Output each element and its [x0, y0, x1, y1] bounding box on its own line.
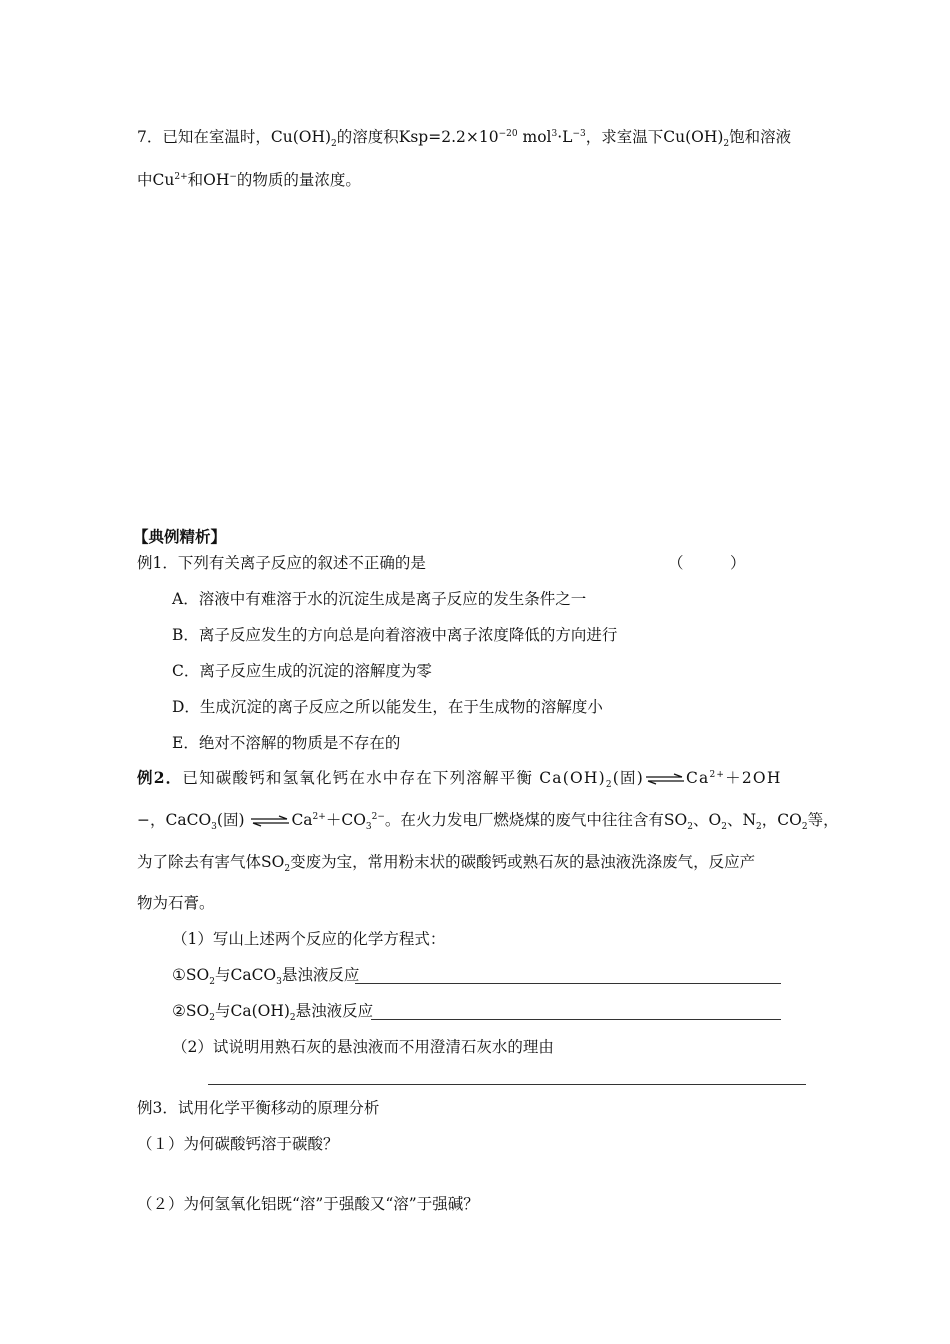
answer-paren: （ ） — [668, 554, 746, 572]
option-b: B．离子反应发生的方向总是向着溶液中离子浓度降低的方向进行 — [172, 626, 618, 644]
example-3-question-1: （１）为何碳酸钙溶于碳酸？ — [137, 1135, 339, 1153]
q7-text: 饱和溶液 — [729, 128, 792, 146]
equilibrium-arrow-icon — [644, 773, 686, 785]
superscript: 2+ — [174, 171, 188, 182]
example-2-part-1: （1）写山上述两个反应的化学方程式： — [172, 930, 446, 948]
ex2-text: ＋2OH — [725, 769, 782, 787]
subscript: 2 — [801, 822, 808, 833]
superscript: 3 — [551, 128, 558, 139]
reason-answer-line[interactable] — [208, 1084, 806, 1085]
ex2-text: 为了除去有害气体SO — [137, 853, 285, 871]
subscript: 2 — [687, 822, 693, 833]
ex2-text: 悬浊液反应 — [281, 966, 360, 984]
ex2-text: ②SO — [172, 1002, 210, 1020]
ex2-text: Ca — [291, 811, 313, 829]
ex2-text: 悬浊液反应 — [295, 1002, 374, 1020]
ex2-text: −，CaCO — [137, 811, 212, 829]
ex2-text: ，CO — [761, 811, 802, 829]
subscript: 2 — [209, 977, 215, 988]
superscript: − — [229, 171, 237, 182]
option-a: A．溶液中有难溶于水的沉淀生成是离子反应的发生条件之一 — [172, 590, 587, 608]
q7-text: 的物质的量浓度。 — [236, 171, 361, 189]
example-2-line-1 — [137, 768, 782, 791]
ex2-text: 与CaCO — [214, 966, 277, 984]
ex2-text: Ca — [685, 769, 710, 787]
subscript: 3 — [211, 822, 217, 833]
subscript: 2 — [284, 864, 291, 875]
section-title: 【典例精析】 — [133, 527, 227, 546]
q7-text: ，求室温下Cu(OH) — [585, 128, 724, 146]
subscript: 2 — [721, 822, 727, 833]
option-c: C．离子反应生成的沉淀的溶解度为零 — [172, 662, 432, 680]
example-2-part-2: （2）试说明用熟石灰的悬浊液而不用澄清石灰水的理由 — [172, 1038, 554, 1056]
question-7-line-2 — [137, 170, 361, 190]
subscript: 3 — [276, 977, 282, 988]
subscript: 2 — [723, 139, 730, 150]
equilibrium-arrow-icon — [249, 815, 291, 827]
ex2-text: ①SO — [172, 966, 210, 984]
q7-text: 中Cu — [137, 171, 175, 189]
ex2-text: 。在火力发电厂燃烧煤的废气中往往含有SO — [384, 811, 688, 829]
ex2-text: 等， — [807, 811, 839, 829]
superscript: 2+ — [709, 769, 726, 780]
q7-text: 的溶度积Ksp=2.2×10 — [336, 128, 499, 146]
example-1-stem: 例1．下列有关离子反应的叙述不正确的是 — [137, 554, 426, 572]
subscript: 2 — [209, 1013, 215, 1024]
reaction-2-prompt — [172, 1001, 374, 1024]
q7-text: mol — [517, 128, 552, 146]
subscript: 3 — [365, 822, 372, 833]
subscript: 2 — [331, 139, 337, 150]
ex2-text: 与Ca(OH) — [214, 1002, 290, 1020]
subscript: 2 — [605, 780, 613, 791]
example-2-line-4: 物为石膏。 — [137, 894, 215, 912]
superscript: −3 — [572, 128, 586, 139]
q7-text: 和OH — [187, 171, 230, 189]
superscript: 2+ — [312, 811, 326, 822]
reaction-1-answer-line[interactable] — [355, 983, 781, 984]
example-2-line-2 — [137, 810, 839, 833]
ex2-text: 已知碳酸钙和氢氧化钙在水中存在下列溶解平衡 Ca(OH) — [182, 769, 606, 787]
question-7-line-1 — [137, 127, 792, 150]
reaction-1-prompt — [172, 965, 360, 988]
superscript: 2− — [371, 811, 385, 822]
ex2-text: 、N — [726, 811, 757, 829]
ex2-text: (固) — [612, 769, 644, 787]
reaction-2-answer-line[interactable] — [371, 1019, 781, 1020]
subscript: 2 — [289, 1013, 296, 1024]
ex2-text: (固) — [216, 811, 245, 829]
q7-text: 7．已知在室温时，Cu(OH) — [137, 128, 332, 146]
subscript: 2 — [756, 822, 762, 833]
q7-text: ·L — [557, 128, 573, 146]
example-3-stem: 例3．试用化学平衡移动的原理分析 — [137, 1099, 380, 1117]
example-2-label: 例2． — [137, 768, 183, 787]
example-2-line-3 — [137, 852, 756, 875]
ex2-text: ＋CO — [325, 811, 366, 829]
ex2-text: 、O — [692, 811, 722, 829]
option-d: D．生成沉淀的离子反应之所以能发生，在于生成物的溶解度小 — [172, 698, 603, 716]
example-3-question-2: （２）为何氢氧化铝既“溶”于强酸又“溶”于强碱？ — [137, 1195, 479, 1213]
ex2-text: 变废为宝，常用粉末状的碳酸钙或熟石灰的悬浊液洗涤废气，反应产 — [290, 853, 756, 871]
option-e: E．绝对不溶解的物质是不存在的 — [172, 734, 401, 752]
superscript: −20 — [498, 128, 518, 139]
